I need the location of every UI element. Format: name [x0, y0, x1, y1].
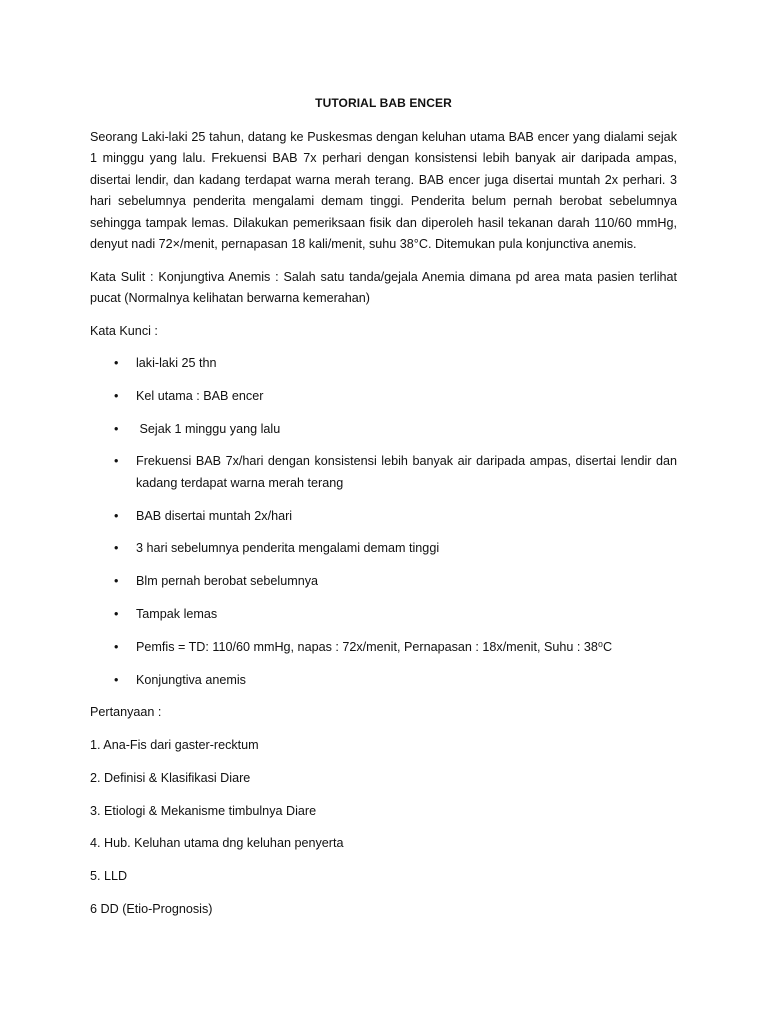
- bullet-icon: •: [114, 639, 119, 654]
- list-item: [90, 506, 677, 528]
- list-item-text: Kel utama : BAB encer: [136, 388, 264, 403]
- pertanyaan-heading: Pertanyaan :: [90, 705, 162, 720]
- list-item-text: Sejak 1 minggu yang lalu: [136, 421, 281, 436]
- list-item-text: laki-laki 25 thn: [136, 356, 217, 370]
- bullet-icon: •: [114, 541, 119, 556]
- list-item: [90, 451, 677, 494]
- question-item: 4. Hub. Keluhan utama dng keluhan penyerta: [90, 836, 344, 851]
- question-item: 3. Etiologi & Mekanisme timbulnya Diare: [90, 803, 317, 818]
- document-title: TUTORIAL BAB ENCER: [315, 96, 452, 110]
- question-item: 1. Ana-Fis dari gaster-recktum: [90, 737, 259, 752]
- list-item-text: Tampak lemas: [136, 607, 218, 622]
- kata-kunci-heading: Kata Kunci :: [90, 323, 158, 338]
- bullet-icon: •: [114, 421, 119, 436]
- list-item-text: BAB disertai muntah 2x/hari: [136, 508, 293, 523]
- list-item-text: Blm pernah berobat sebelumnya: [136, 574, 319, 589]
- kata-sulit-paragraph: Kata Sulit : Konjungtiva Anemis : Salah satu tanda/gejala Anemia dimana pd area mata pasien terlihat pucat (Normalnya kelihatan berwarna kemerahan): [90, 269, 677, 305]
- scenario-paragraph: Seorang Laki-laki 25 tahun, datang ke Puskesmas dengan keluhan utama BAB encer yang dialami sejak 1 minggu yang lalu. Frekuensi BAB 7x perhari dengan konsistensi lebih banyak air daripada ampas, disertai lendir, dan kadang terdapat warna merah terang. BAB encer juga disertai muntah 2x perhari. 3 hari sebelumnya penderita mengalami demam tinggi. Penderita belum pernah berobat sebelumnya sehingga tampak lemas. Dilakukan pemeriksaan fisik dan diperoleh hasil tekanan darah 110/60 mmHg, denyut nadi 72×/menit, pernapasan 18 kali/menit, suhu 38°C. Ditemukan pula konjunctiva anemis.: [90, 129, 677, 251]
- list-item-text: 3 hari sebelumnya penderita mengalami demam tinggi: [136, 541, 440, 556]
- list-item: [90, 604, 677, 626]
- list-item-text: Pemfis = TD: 110/60 mmHg, napas : 72x/menit, Pernapasan : 18x/menit, Suhu : 38⁰C: [136, 639, 613, 654]
- list-item-text: Frekuensi BAB 7x/hari dengan konsistensi lebih banyak air daripada ampas, disertai lendir dan kadang terdapat warna merah terang: [136, 454, 677, 490]
- question-item: 6 DD (Etio-Prognosis): [90, 901, 213, 916]
- bullet-icon: •: [114, 454, 119, 469]
- list-item: [90, 419, 677, 441]
- list-item: [90, 670, 677, 692]
- list-item: [90, 538, 677, 560]
- list-item: [90, 571, 677, 593]
- pertanyaan-list: [90, 735, 677, 920]
- list-item-text: Konjungtiva anemis: [136, 672, 246, 687]
- list-item: [90, 637, 677, 659]
- list-item: [90, 353, 677, 375]
- list-item: [90, 386, 677, 408]
- question-item: 2. Definisi & Klasifikasi Diare: [90, 770, 251, 785]
- question-item: 5. LLD: [90, 869, 128, 884]
- bullet-icon: •: [114, 356, 119, 370]
- bullet-icon: •: [114, 672, 119, 687]
- bullet-icon: •: [114, 607, 119, 622]
- kata-kunci-list: [90, 353, 677, 691]
- bullet-icon: •: [114, 388, 119, 403]
- document-body: [90, 93, 677, 932]
- bullet-icon: •: [114, 574, 119, 589]
- bullet-icon: •: [114, 508, 119, 523]
